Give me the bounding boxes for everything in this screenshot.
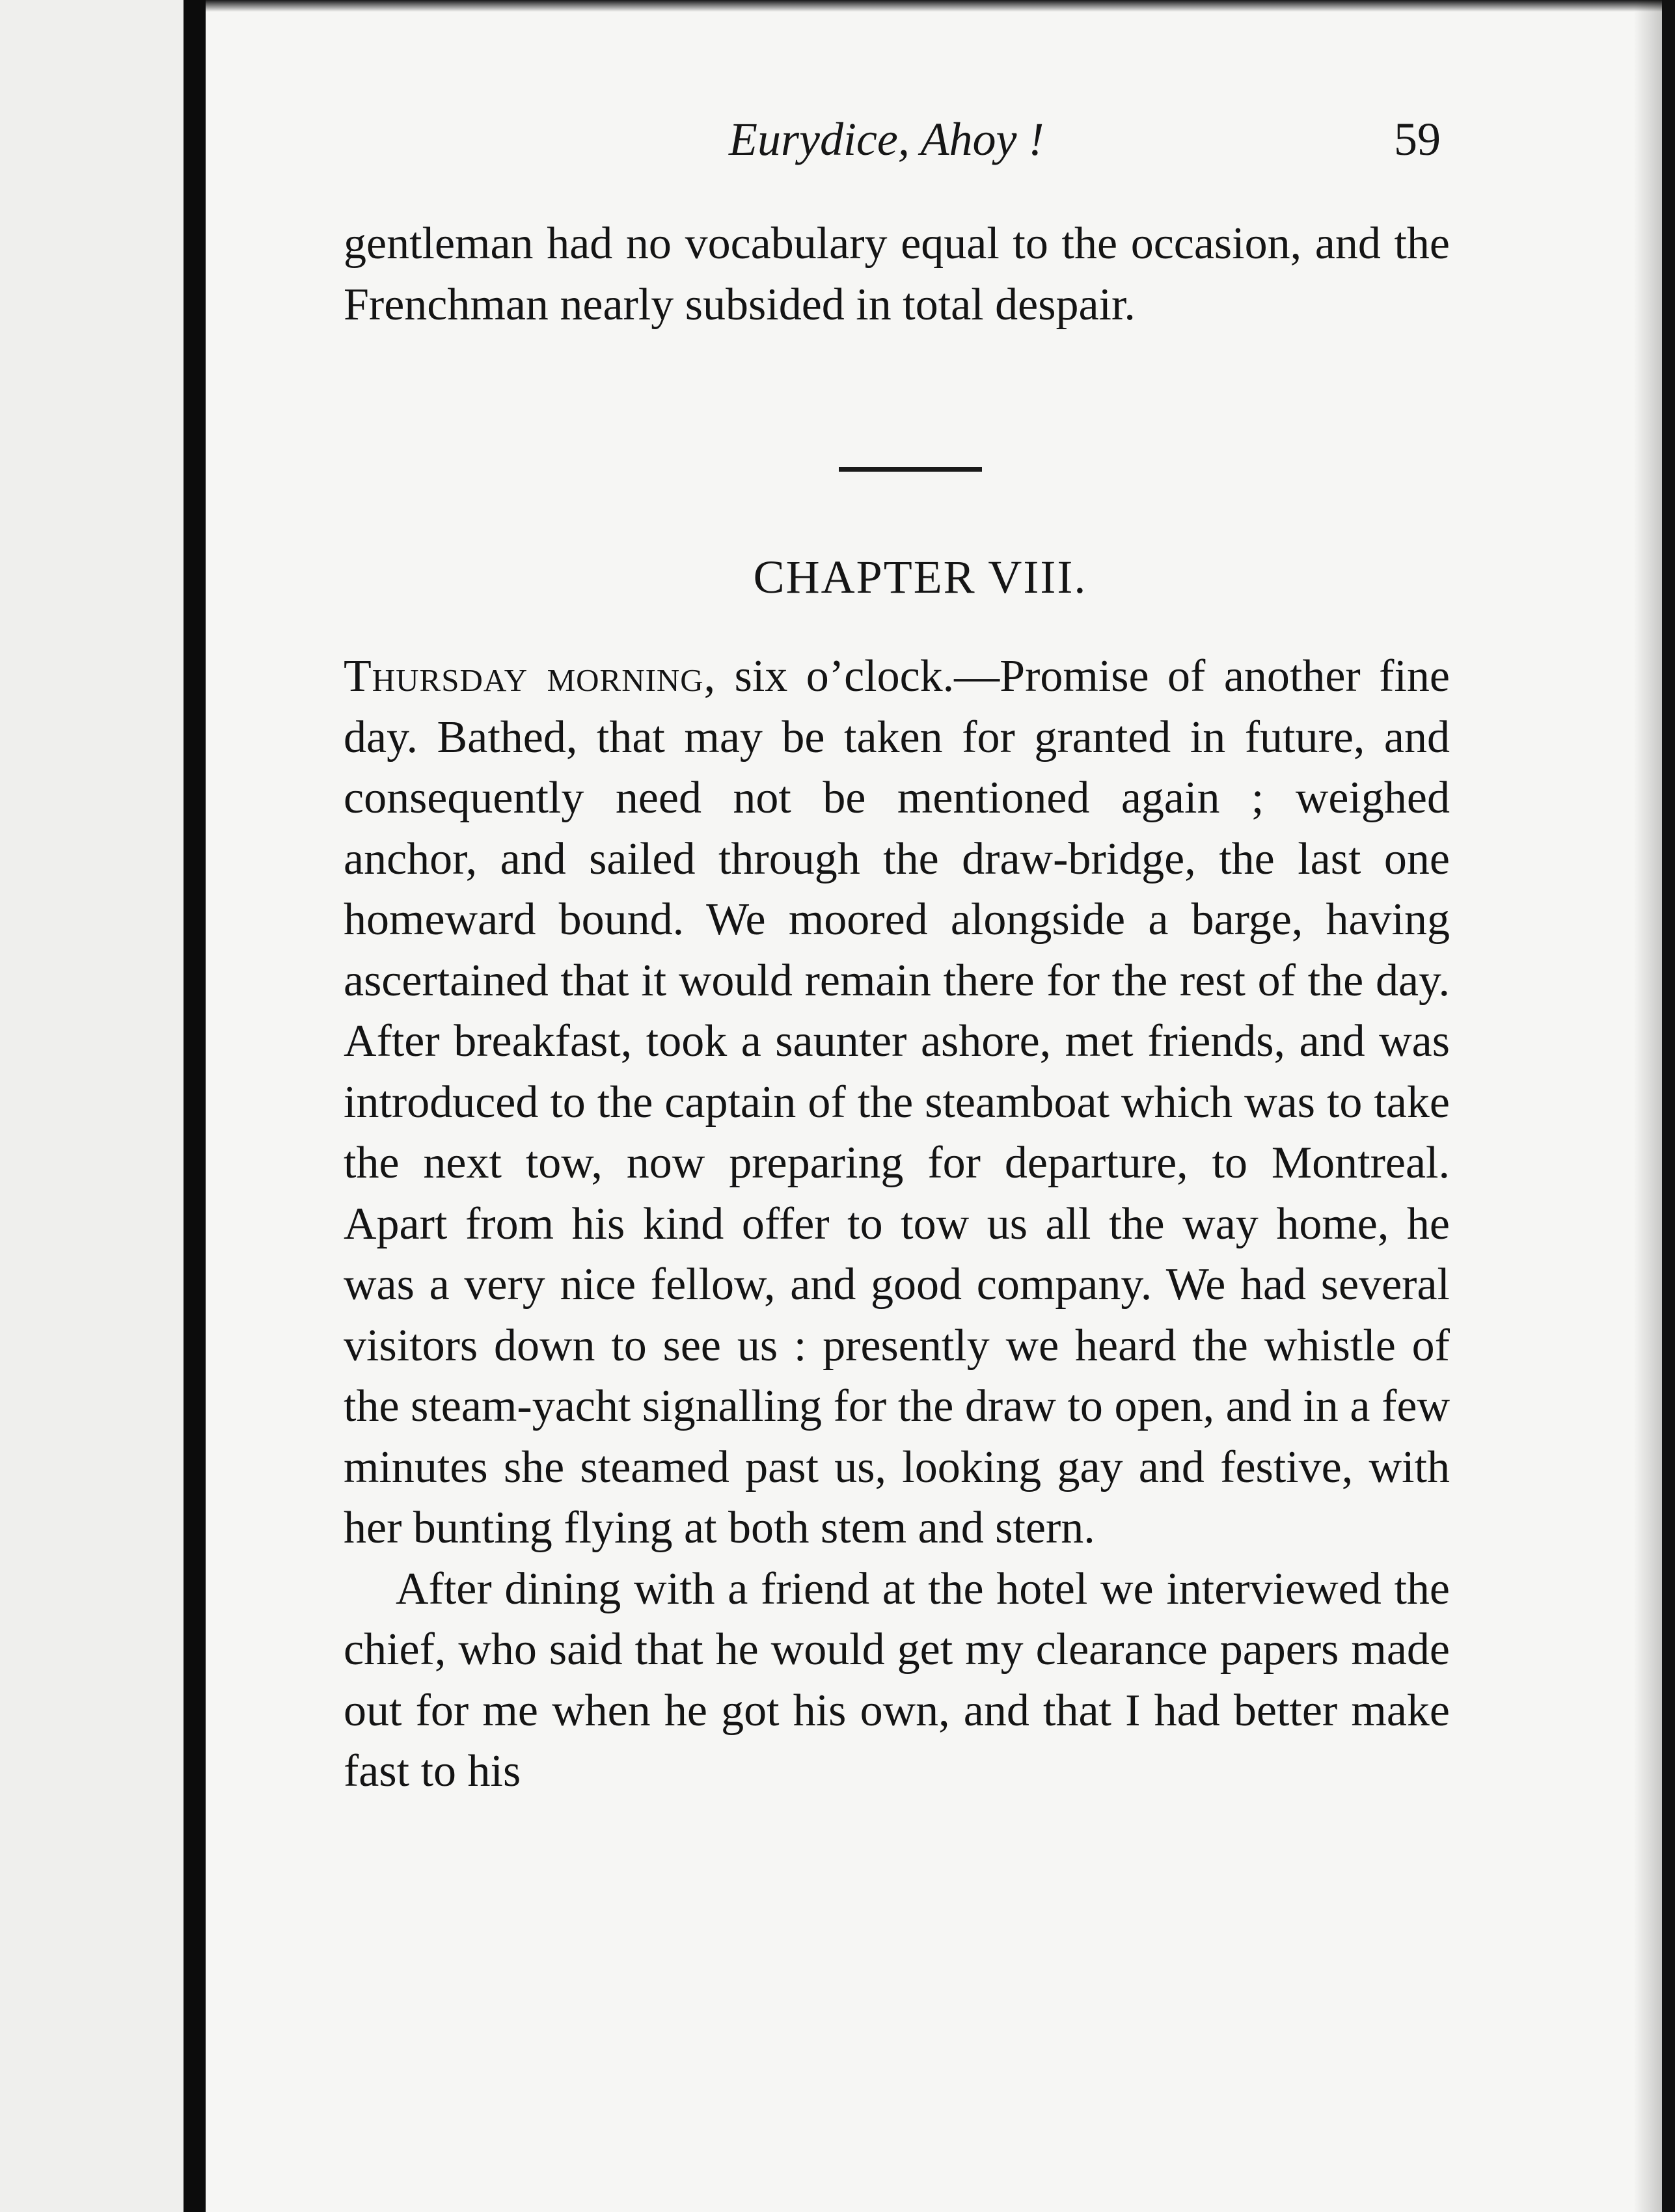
book-page [206,12,1635,2212]
paragraph-1-text: six o’clock.—Promise of another fine day. Bathed, that may be taken for granted in future, and consequently need not be mentioned again ; weighed anchor, and sailed through the draw-bridge, the last one homeward bound. We moored alongside a barge, having ascertained that it would remain there for the rest of the day. After breakfast, took a saunter ashore, met friends, and was introduced to the captain of the steamboat which was to take the next tow, now preparing for departure, to Montreal. Apart from his kind offer to tow us all the way home, he was a very nice fellow, and good company. We had several visitors down to see us : presently we heard the whistle of the steam-yacht signalling for the draw to open, and in a few minutes she steamed past us, looking gay and festive, with her bunting flying at both stem and stern. [344,651,1450,1553]
page-number: 59 [1394,113,1441,165]
running-head [206,113,1635,191]
paragraph-2: After dining with a friend at the hotel we interviewed the chief, who said that he would get my clearance papers made out for me when he got his own, and that I had better make fast to his [344,1563,1450,1796]
running-title: Eurydice, Ahoy ! [729,113,1044,165]
continued-paragraph: gentleman had no vocabulary equal to the occasion, and the Frenchman nearly subsided in total despair. [344,219,1450,330]
spine-shadow [184,0,206,2212]
paragraph-1 [344,646,1450,1559]
chapter-heading: CHAPTER VIII. [753,551,1087,603]
chapter-body [344,646,1450,1802]
right-edge-gradient [1635,0,1662,2212]
continued-paragraph-block [344,213,1450,335]
paragraph-lead-smallcaps: Thursday morning, [344,651,716,701]
section-divider-rule [839,467,982,472]
right-page-edge [1662,0,1675,2212]
top-edge-shadow [206,0,1675,12]
left-margin [0,0,184,2212]
